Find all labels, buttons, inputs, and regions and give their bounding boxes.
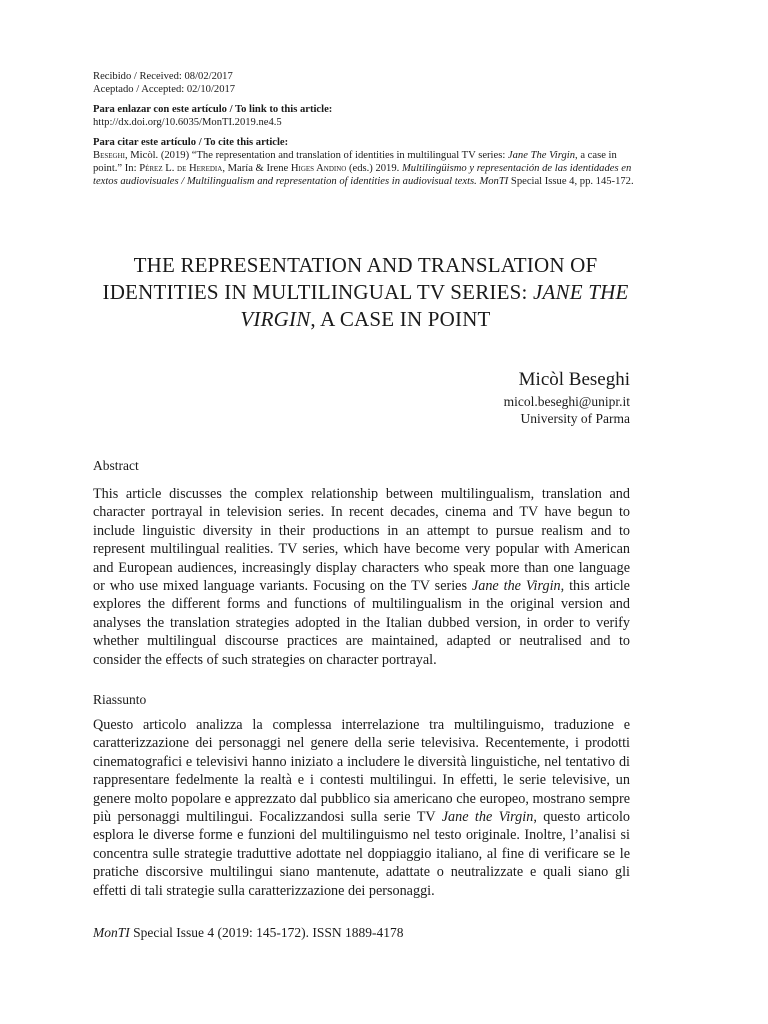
article-metadata [93, 70, 638, 188]
abstract-heading: Abstract [93, 458, 139, 473]
doi-link[interactable]: http://dx.doi.org/10.6035/MonTI.2019.ne4.5 [93, 117, 282, 128]
received-date: Recibido / Received: 08/02/2017 [93, 71, 233, 82]
article-title: THE REPRESENTATION AND TRANSLATION OF IDENTITIES IN MULTILINGUAL TV SERIES: JANE THE VIRGIN, A CASE IN POINT [102, 253, 629, 331]
accepted-date: Aceptado / Accepted: 02/10/2017 [93, 84, 236, 95]
cite-author: Beseghi [93, 150, 125, 161]
cite-label: Para citar este artículo / To cite this article: [93, 137, 289, 148]
citation: Beseghi, Micòl. (2019) “The representation and translation of identities in multilingual TV series: Jane The Virgin, a case in point.” In: Pérez L. de Heredia, María & Irene Higes Andino (eds.) 2019. Multilingüismo y representación de las identidades en textos audiovisuales / Multilingualism and representation of identities in audiovisual texts. MonTI Special Issue 4, pp. 145-172. [93, 150, 634, 187]
author-affiliation [504, 393, 630, 427]
link-label: Para enlazar con este artículo / To link to this article: [93, 104, 333, 115]
page-footer: MonTI Special Issue 4 (2019: 145-172). ISSN 1889-4178 [93, 925, 404, 940]
riassunto-heading: Riassunto [93, 692, 147, 707]
abstract-body: This article discusses the complex relationship between multilingualism, translation and character portrayal in television series. In recent decades, cinema and TV have begun to include linguistic diversity in their productions in an attempt to pursue realism and to represent multilingual realities. TV series, which have become very popular with American and European audiences, increasingly display characters who speak more than one language or who use mixed language variants. Focusing on the TV series Jane the Virgin, this article explores the different forms and functions of multilingualism in the original version and analyses the translation strategies adopted in the Italian dubbed version, in order to verify whether multilingual discourse practices are maintained, adapted or neutralised and to consider the effects of such strategies on character portrayal. [93, 486, 630, 668]
author-email[interactable]: micol.beseghi@unipr.it [503, 394, 630, 409]
university: University of Parma [520, 411, 630, 426]
riassunto-body: Questo articolo analizza la complessa interrelazione tra multilinguismo, traduzione e caratterizzazione dei personaggi nel genere della serie televisiva. Recentemente, i prodotti cinematografici e televisivi hanno iniziato a includere le diversità linguistiche, nel tentativo di rappresentare fedelmente la realtà e i contesti multilingui. In effetti, le serie televisive, un genere molto popolare e apprezzato dal pubblico sia americano che europeo, mostrano sempre più personaggi multilingui. Focalizzandosi sulla serie TV Jane the Virgin, questo articolo esplora le diverse forme e funzioni del multilinguismo nel testo originale. Inoltre, l’analisi si concentra sulle strategie traduttive adottate nel doppiaggio italiano, al fine di verificare se le pratiche discorsive multilingui siano mantenute, adattate o neutralizzate e quali siano gli effetti di tali strategie sulla caratterizzazione dei personaggi. [93, 717, 630, 899]
author-name: Micòl Beseghi [518, 369, 630, 390]
